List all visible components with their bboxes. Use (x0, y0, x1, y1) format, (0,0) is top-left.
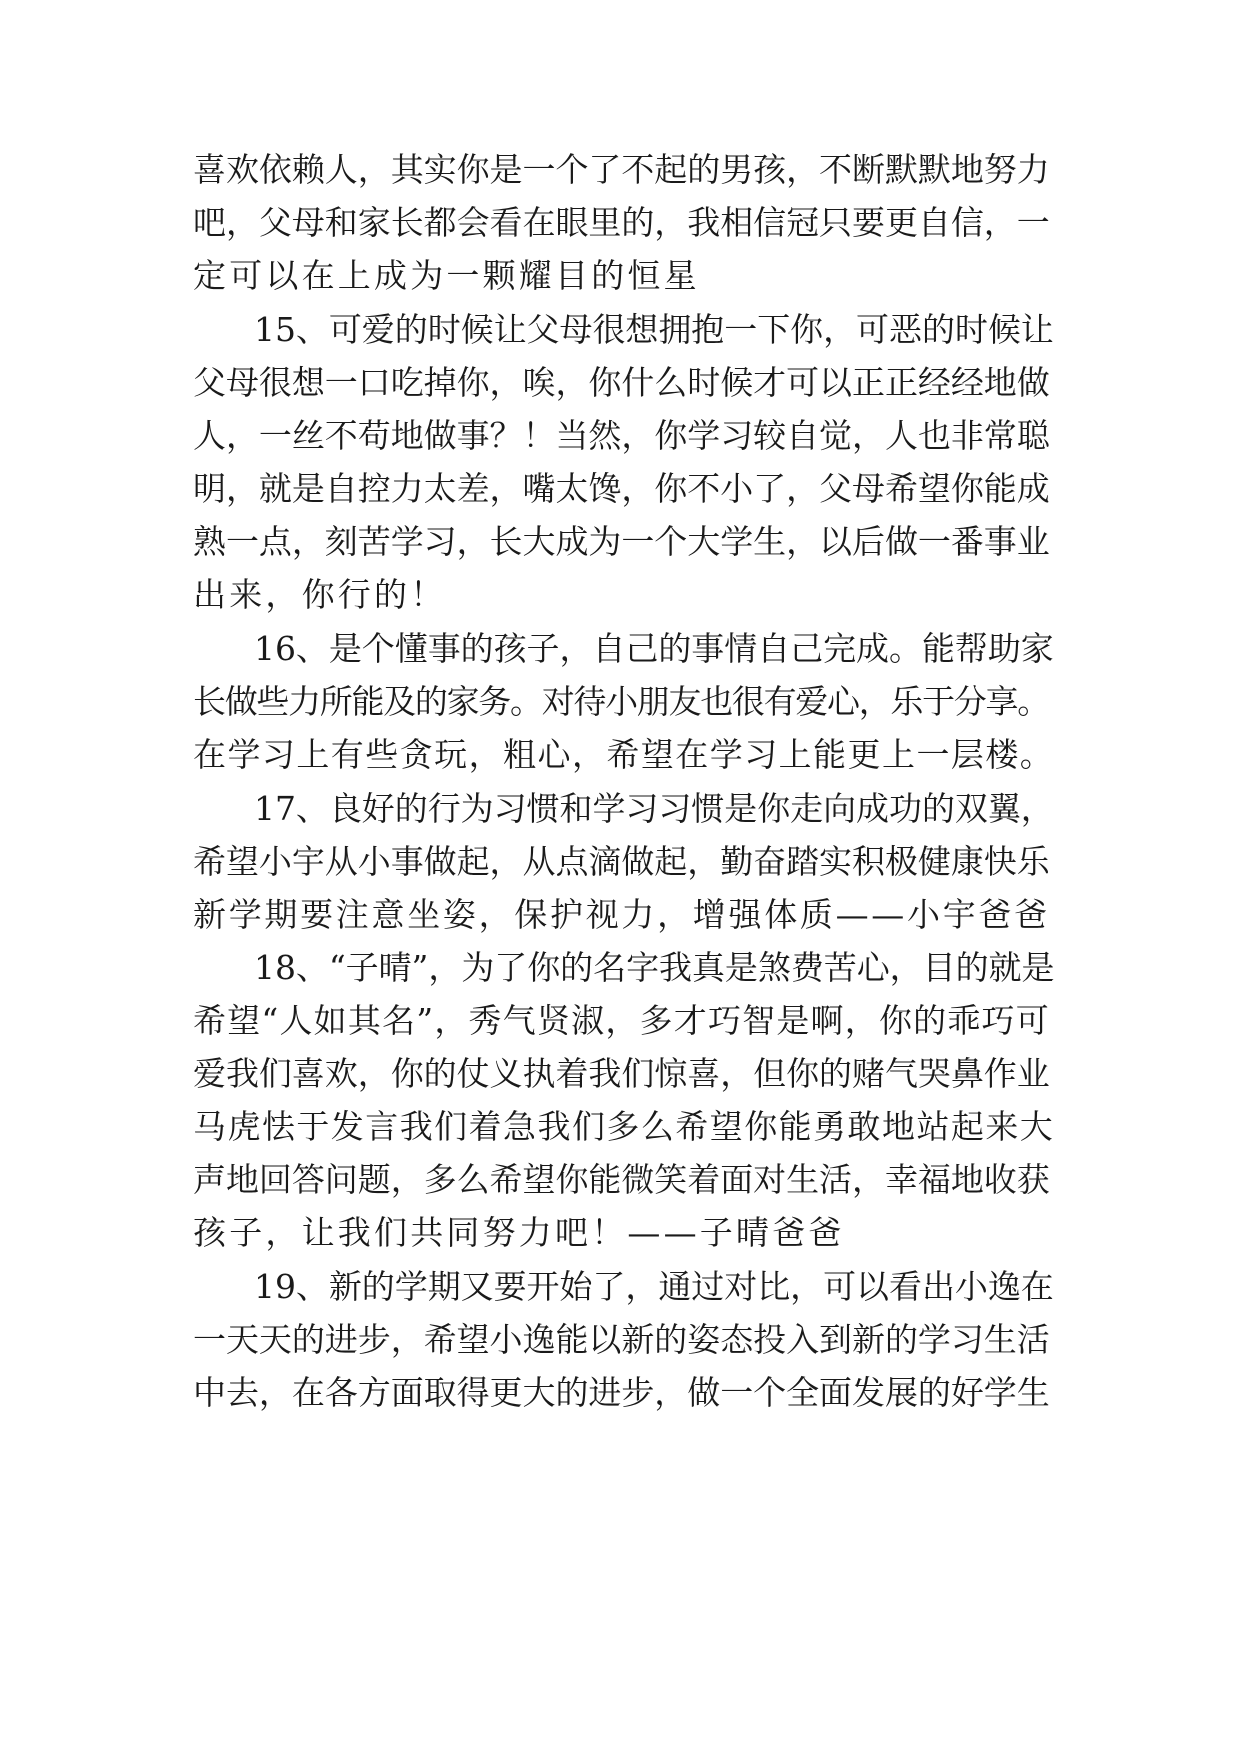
text-line: 出来，你行的！ (193, 575, 447, 614)
paragraph-15-first-line: 15、可爱的时候让父母很想拥抱一下你，可恶的时候让 (254, 310, 1054, 349)
text-line: 喜欢依赖人，其实你是一个了不起的男孩，不断默默地努力 (193, 150, 1050, 189)
text-line: 希望小宇从小事做起，从点滴做起，勤奋踏实积极健康快乐 (193, 842, 1050, 881)
text-line: 父母很想一口吃掉你，唉，你什么时候才可以正正经经地做 (193, 363, 1050, 402)
text-line: 明，就是自控力太差，嘴太馋，你不小了，父母希望你能成 (193, 469, 1050, 508)
paragraph-16-first-line: 16、是个懂事的孩子，自己的事情自己完成。能帮助家 (254, 629, 1054, 668)
text-line: 孩子，让我们共同努力吧！——子晴爸爸 (193, 1213, 845, 1252)
text-line: 中去，在各方面取得更大的进步，做一个全面发展的好学生 (193, 1373, 1050, 1412)
text-line: 吧，父母和家长都会看在眼里的，我相信冠只要更自信，一 (193, 203, 1050, 242)
paragraph-19-first-line: 19、新的学期又要开始了，通过对比，可以看出小逸在 (254, 1267, 1054, 1306)
text-line: 在学习上有些贪玩，粗心，希望在学习上能更上一层楼。 (193, 735, 1055, 774)
text-line: 熟一点，刻苦学习，长大成为一个大学生，以后做一番事业 (193, 522, 1050, 561)
text-line: 新学期要注意坐姿，保护视力，增强体质——小宇爸爸 (193, 895, 1050, 934)
paragraph-17-first-line: 17、良好的行为习惯和学习习惯是你走向成功的双翼， (254, 789, 1054, 828)
text-line: 长做些力所能及的家务。对待小朋友也很有爱心，乐于分享。 (193, 682, 1049, 721)
text-line: 希望“人如其名”，秀气贤淑，多才巧智是啊，你的乖巧可 (193, 1001, 1050, 1040)
text-line: 声地回答问题，多么希望你能微笑着面对生活，幸福地收获 (193, 1160, 1050, 1199)
text-line: 爱我们喜欢，你的仗义执着我们惊喜，但你的赌气哭鼻作业 (193, 1054, 1050, 1093)
paragraph-18-first-line: 18、“子晴”，为了你的名字我真是煞费苦心，目的就是 (254, 948, 1055, 987)
text-line: 一天天的进步，希望小逸能以新的姿态投入到新的学习生活 (193, 1320, 1050, 1359)
text-line: 人，一丝不苟地做事？！当然，你学习较自觉，人也非常聪 (193, 416, 1050, 455)
text-line: 马虎怯于发言我们着急我们多么希望你能勇敢地站起来大 (193, 1107, 1055, 1146)
text-line: 定可以在上成为一颗耀目的恒星 (193, 256, 700, 295)
